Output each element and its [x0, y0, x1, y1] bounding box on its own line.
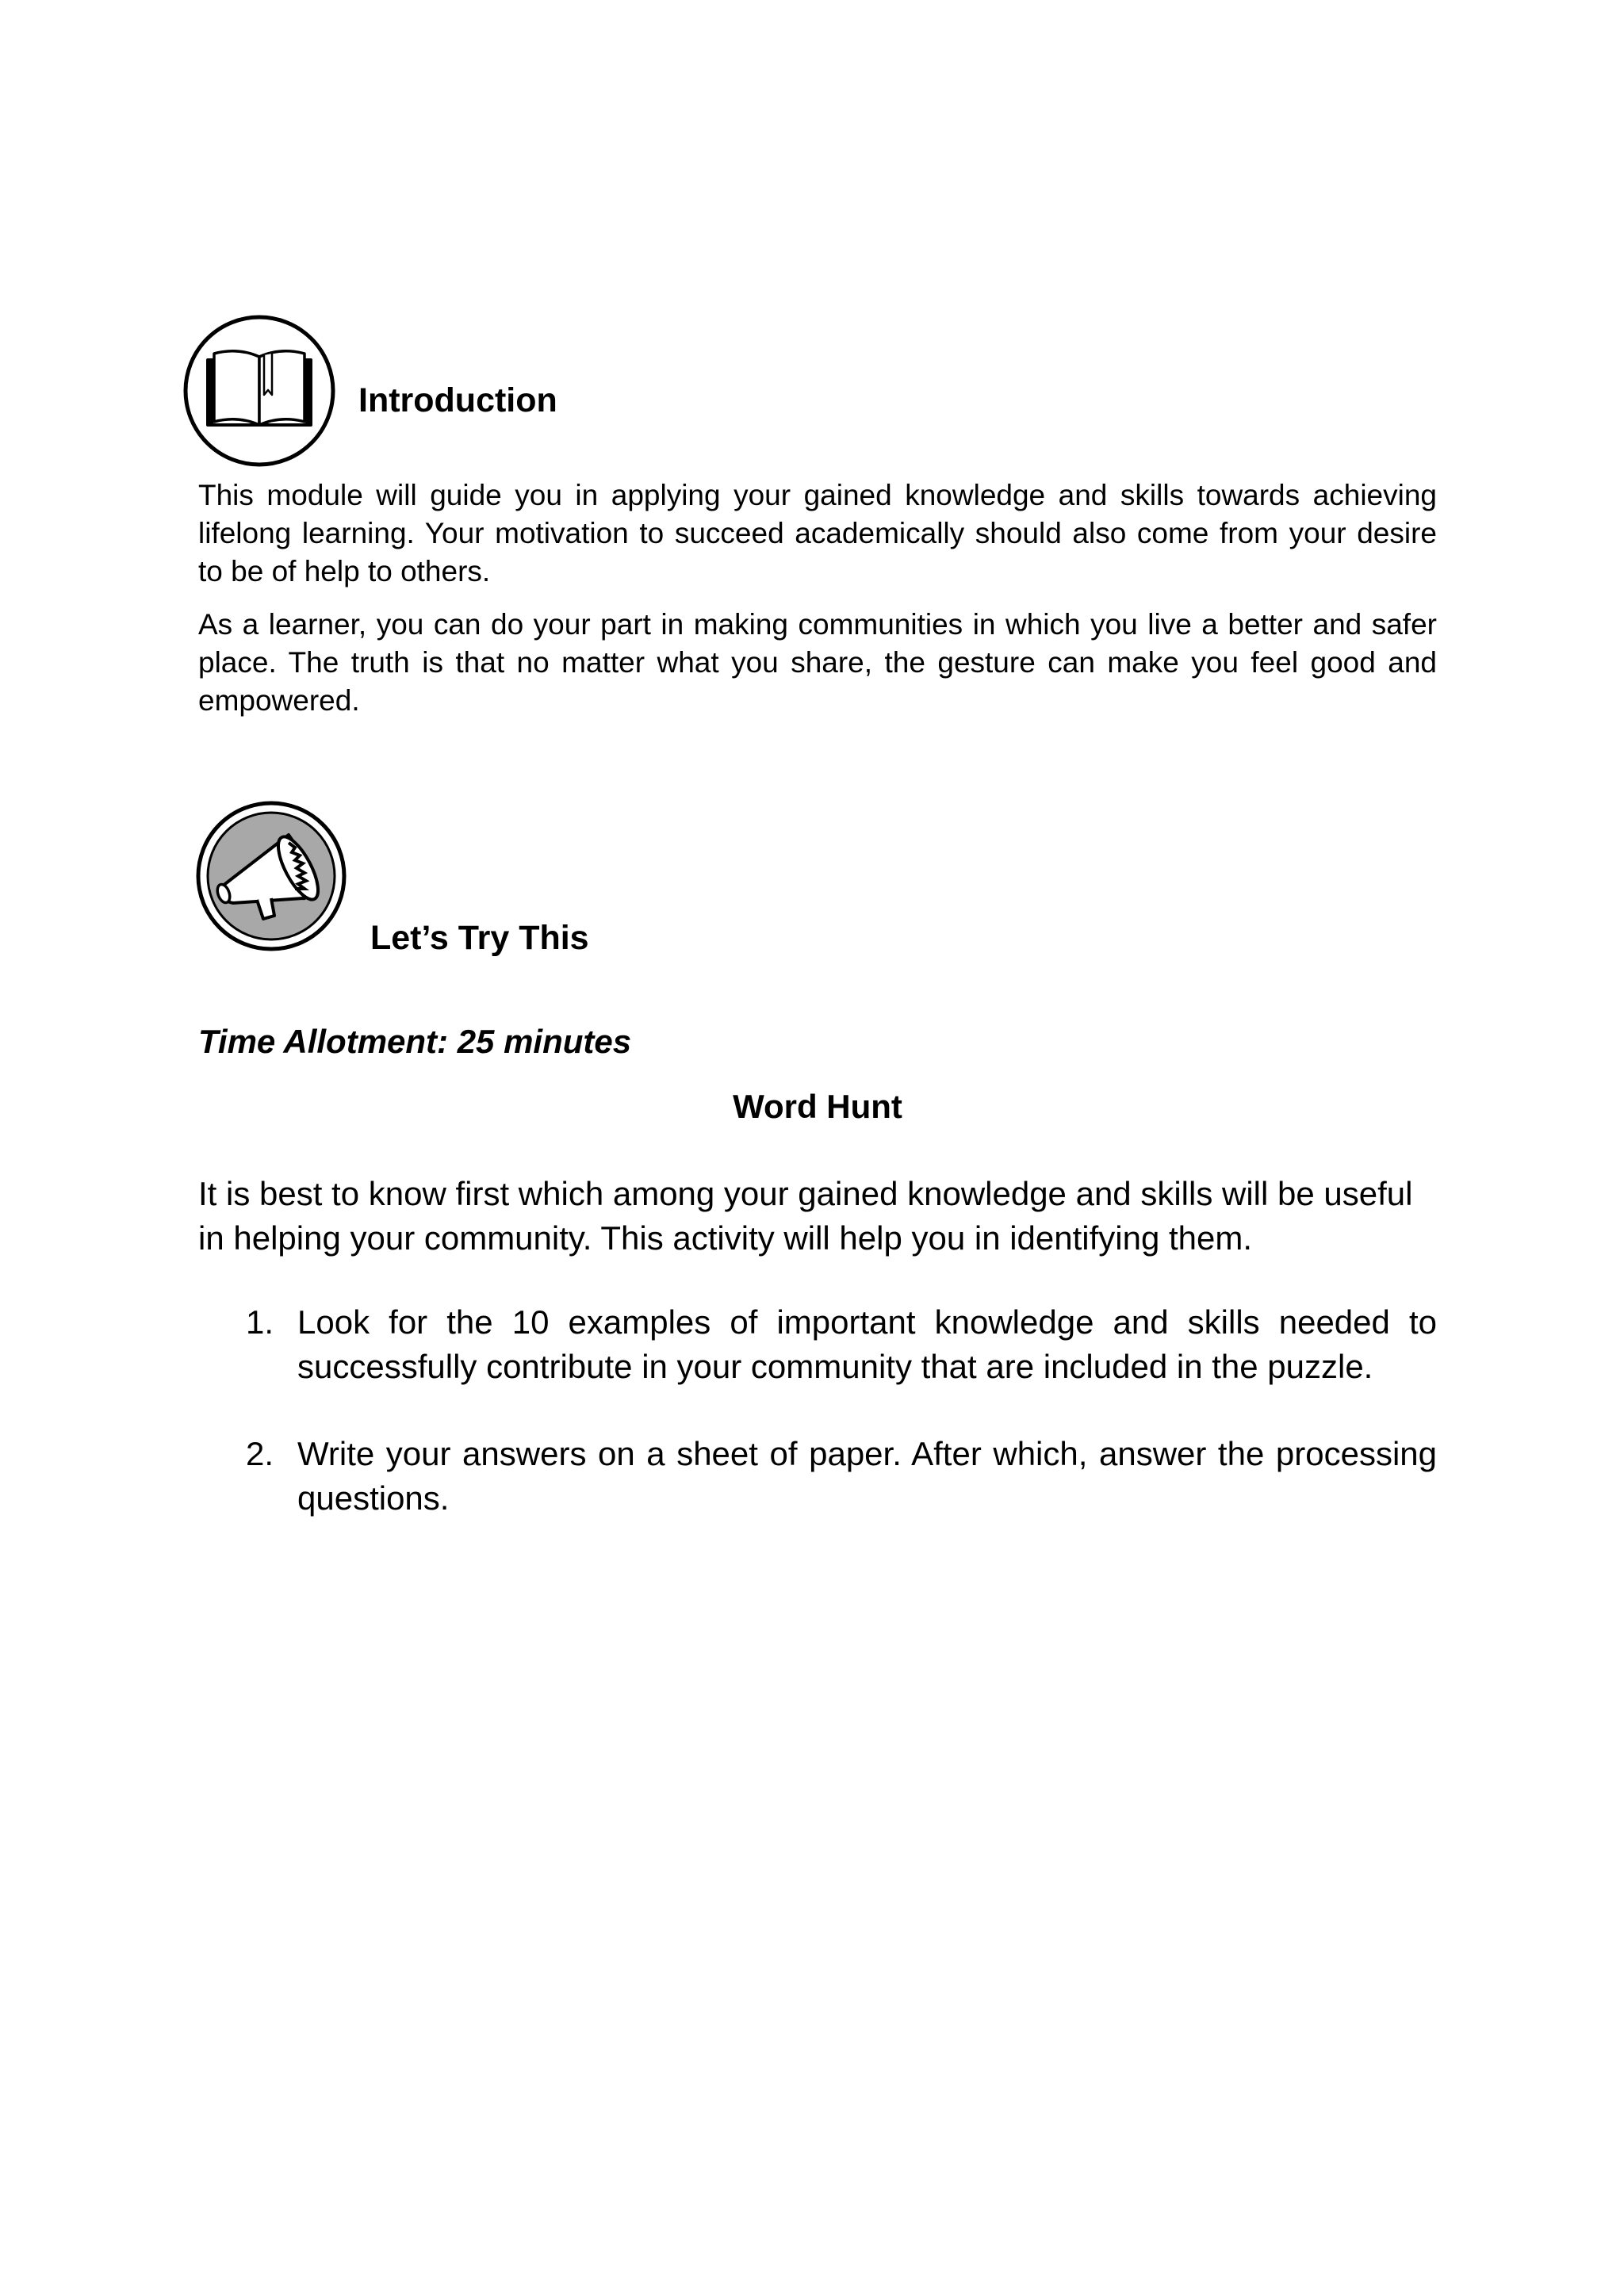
step-number: 1. — [246, 1303, 274, 1341]
activity-intro: It is best to know first which among your gained knowledge and skills will be useful in helping your community. This activity will help you in identifying them. — [198, 1175, 1413, 1257]
lets-try-this-title: Let’s Try This — [370, 919, 589, 957]
introduction-title: Introduction — [358, 381, 557, 419]
open-book-icon — [182, 314, 336, 468]
list-item — [198, 1432, 1437, 1521]
step-text: Look for the 10 examples of important knowledge and skills needed to successfully contribute in your community that are included in the puzzle. — [297, 1303, 1437, 1385]
introduction-paragraph-1: This module will guide you in applying your gained knowledge and skills towards achieving lifelong learning. Your motivation to succeed academically should also come from your desire to be of help to others. — [198, 479, 1437, 587]
time-allotment: Time Allotment: 25 minutes — [198, 1023, 632, 1060]
introduction-paragraph-2: As a learner, you can do your part in making communities in which you live a better and safer place. The truth is that no matter what you share, the gesture can make you feel good and empowered. — [198, 608, 1437, 717]
step-number: 2. — [246, 1435, 274, 1472]
megaphone-icon — [195, 800, 347, 952]
list-item — [198, 1300, 1437, 1389]
step-text: Write your answers on a sheet of paper. After which, answer the processing questions. — [297, 1435, 1437, 1517]
activity-title: Word Hunt — [733, 1088, 902, 1125]
